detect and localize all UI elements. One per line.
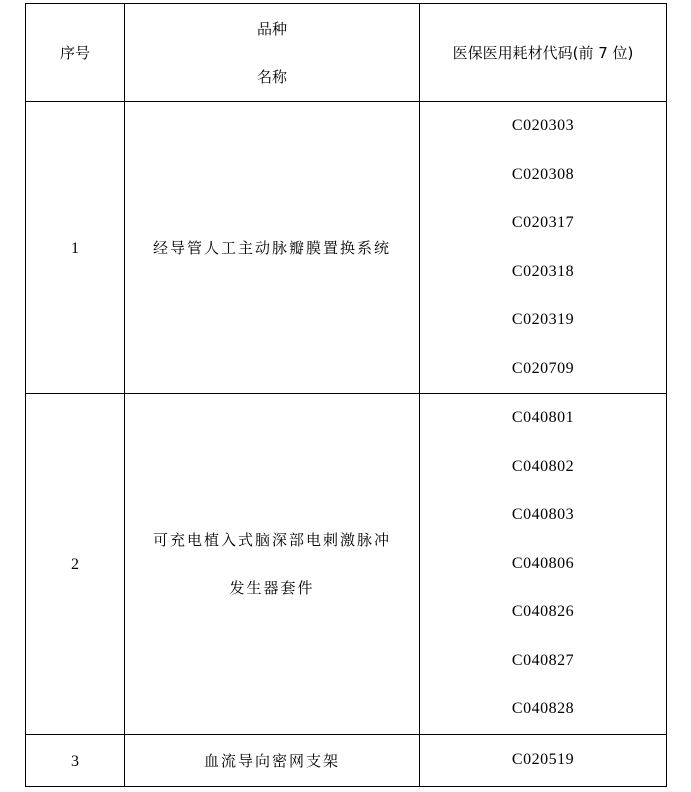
code-item: C020303 — [511, 117, 575, 134]
code-item: C020317 — [511, 214, 575, 231]
table-row — [26, 735, 667, 787]
code-item: C040826 — [511, 603, 575, 621]
header-no-label: 序号 — [59, 44, 90, 62]
code-item: C020318 — [511, 262, 575, 280]
row-number: 1 — [71, 239, 79, 257]
header-name-line2: 名称 — [256, 67, 287, 86]
table-row — [26, 394, 667, 735]
row-name: 经导管人工主动脉瓣膜置换系统 — [152, 238, 391, 257]
row-codes-cell — [420, 102, 667, 394]
row-number-cell — [26, 735, 125, 787]
row-number-cell — [26, 102, 125, 394]
row-name-line2: 发生器套件 — [229, 579, 315, 597]
header-name — [125, 4, 420, 102]
code-item: C040828 — [511, 700, 575, 718]
code-item: C020308 — [511, 165, 575, 183]
header-row — [26, 4, 667, 102]
row-name-line1: 可充电植入式脑深部电刺激脉冲 — [152, 531, 391, 549]
header-name-line1: 品种 — [256, 19, 287, 38]
code-item: C020319 — [511, 311, 575, 328]
code-list — [420, 102, 666, 393]
consumables-table — [25, 3, 667, 787]
code-list — [420, 394, 666, 734]
header-no — [26, 4, 125, 102]
code-item: C040801 — [511, 409, 575, 427]
header-code-label: 医保医用耗材代码(前 7 位) — [452, 44, 634, 62]
header-code — [420, 4, 667, 102]
code-item: C040803 — [511, 506, 575, 524]
table-row — [26, 102, 667, 394]
row-number-cell — [26, 394, 125, 735]
row-name-cell — [125, 102, 420, 394]
row-codes-cell — [420, 394, 667, 735]
row-number: 2 — [71, 556, 79, 573]
row-name-cell — [125, 394, 420, 735]
row-codes-cell — [420, 735, 667, 787]
row-number: 3 — [71, 752, 79, 770]
code-item: C020519 — [511, 751, 575, 769]
row-name: 血流导向密网支架 — [203, 752, 340, 770]
code-item: C040827 — [511, 651, 575, 669]
code-item: C040806 — [511, 554, 575, 572]
code-item: C020709 — [511, 359, 575, 377]
code-item: C040802 — [511, 457, 575, 475]
row-name-cell — [125, 735, 420, 787]
